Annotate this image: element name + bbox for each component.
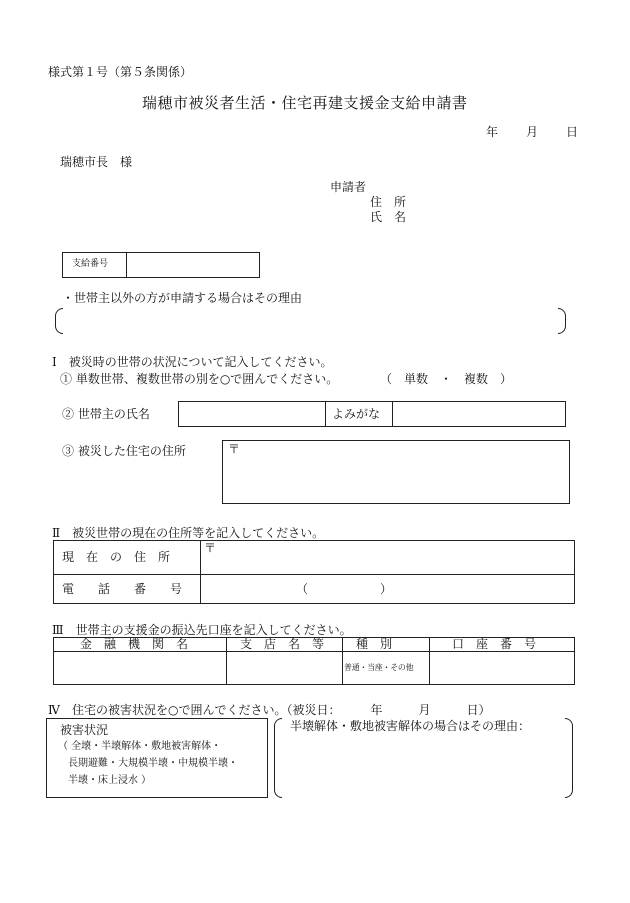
section3-heading: Ⅲ 世帯主の支援金の振込先口座を記入してください。	[52, 623, 352, 637]
head-name-label: ② 世帯主の氏名	[62, 407, 150, 421]
damage-options-line-1[interactable]: （ 全壊・半壊解体・敷地被害解体・	[58, 741, 222, 752]
account-type-header: 種 別	[356, 637, 393, 651]
yomigana-field[interactable]	[394, 403, 564, 425]
payment-number-label: 支給番号	[72, 259, 109, 269]
demolition-reason-bracket-right	[565, 718, 573, 798]
section2-heading: Ⅱ 被災世帯の現在の住所等を記入してください。	[52, 526, 325, 540]
account-number-header: 口 座 番 号	[452, 637, 537, 651]
demolition-reason-field[interactable]	[286, 738, 562, 794]
form-number: 様式第１号（第５条関係）	[48, 65, 193, 79]
date-year: 年	[486, 125, 499, 139]
household-type-options[interactable]: （ 単数 ・ 複数 ）	[380, 372, 513, 386]
addressee: 瑞穂市長 様	[60, 155, 133, 169]
phone-parens[interactable]: （ ）	[296, 582, 393, 596]
yomigana-label: よみがな	[332, 407, 381, 421]
damaged-address-label: ③ 被災した住宅の住所	[62, 444, 186, 458]
section4-heading: Ⅳ 住宅の被害状況を○で囲んでください。（被災日： 年 月 日）	[48, 703, 491, 717]
date-month: 月	[526, 125, 539, 139]
account-number-field[interactable]	[431, 653, 573, 683]
current-address-label: 現 在 の 住 所	[62, 550, 171, 564]
damage-options-line-3[interactable]: 半壊・床上浸水 ）	[68, 775, 152, 786]
payment-number-field[interactable]	[128, 254, 258, 276]
branch-header: 支 店 名 等	[240, 637, 325, 651]
bank-name-field[interactable]	[55, 653, 224, 683]
current-postal-mark: 〒	[204, 541, 217, 555]
damage-status-title: 被害状況	[60, 723, 109, 737]
demolition-reason-label: 半壊解体・敷地被害解体の場合はその理由：	[290, 719, 531, 733]
branch-field[interactable]	[228, 653, 340, 683]
page-title: 瑞穂市被災者生活・住宅再建支援金支給申請書	[142, 94, 468, 112]
postal-mark: 〒	[228, 442, 241, 456]
demolition-reason-bracket-left	[274, 718, 282, 798]
reason-label: ・世帯主以外の方が申請する場合はその理由	[62, 291, 303, 305]
account-type-options[interactable]: 普通・当座・その他	[344, 663, 414, 672]
current-address-field[interactable]	[202, 542, 573, 572]
phone-label: 電 話 番 号	[62, 582, 183, 596]
section1-heading: Ⅰ 被災時の世帯の状況について記入してください。	[52, 355, 333, 369]
reason-field[interactable]	[66, 310, 554, 332]
reason-bracket-right	[558, 308, 566, 334]
reason-bracket-left	[55, 308, 63, 334]
date-day: 日	[566, 125, 579, 139]
damaged-address-field[interactable]	[222, 440, 570, 504]
applicant-address-label[interactable]: 住 所	[370, 195, 407, 209]
damage-options-line-2[interactable]: 長期避難・大規模半壊・中規模半壊・	[68, 758, 238, 769]
bank-name-header: 金 融 機 関 名	[80, 637, 189, 651]
applicant-name-label[interactable]: 氏 名	[370, 210, 407, 224]
applicant-label: 申請者	[330, 180, 367, 194]
household-type-question: ① 単数世帯、複数世帯の別を○で囲んでください。	[60, 372, 339, 386]
head-name-field[interactable]	[180, 403, 322, 425]
